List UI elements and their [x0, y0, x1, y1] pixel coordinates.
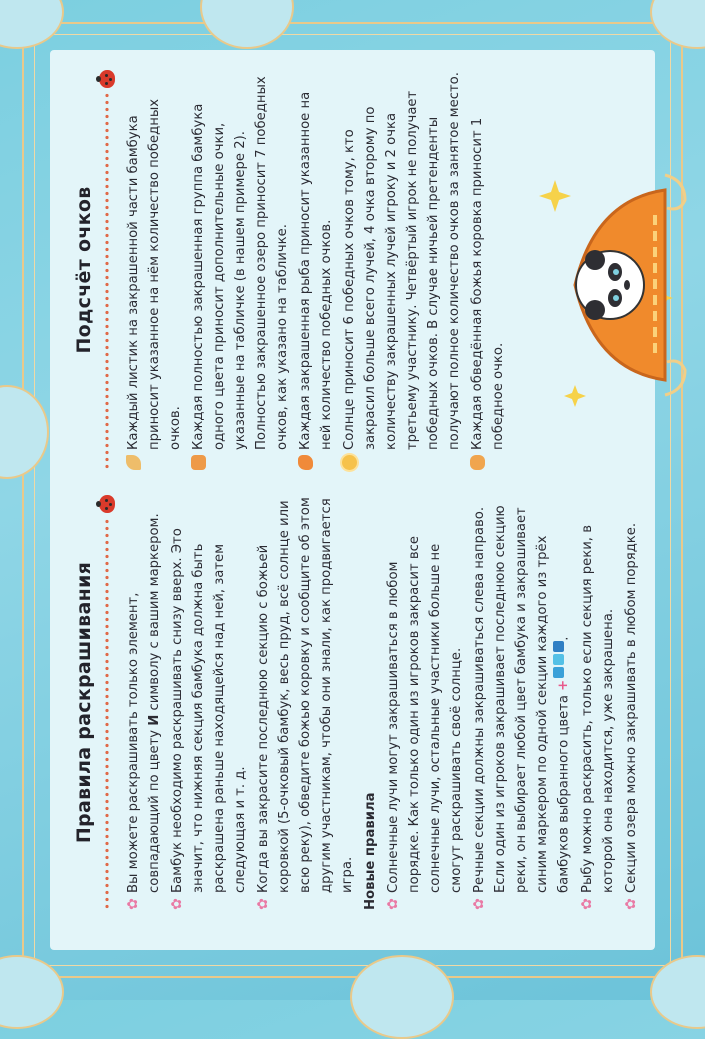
list-item: Каждая полностью закрашенная группа бамбука одного цвета приносит дополнительные очки, указанные на табличке (в нашем примере 2). Полностью закрашенное озеро приносит 7 победных очков, как указано на табличке. — [188, 70, 293, 470]
list-item: Каждый листик на закрашенной части бамбука приносит указанное на нём количество победных очков. — [123, 70, 186, 470]
cloud-decoration-bottom-center — [350, 955, 454, 1039]
color-swatch-dark-blue — [553, 641, 564, 652]
dotted-divider — [97, 495, 117, 910]
bamboo-group-icon — [191, 455, 206, 470]
sun-icon — [342, 455, 357, 470]
scoring-section — [68, 70, 528, 470]
color-swatches — [553, 641, 574, 691]
new-rules-heading: Новые правила — [363, 792, 378, 910]
list-item: ✿ Бамбук необходимо раскрашивать снизу вверх. Это значит, что нижняя секция бамбука должна быть раскрашена раньше находящейся над ней, затем следующая и т. д. — [169, 528, 248, 910]
dotted-divider — [97, 70, 117, 470]
list-item: ✿ Секции озера можно закрашивать в любом порядке. — [622, 522, 639, 910]
list-item: Каждая обведённая божья коровка приносит 1 победное очко. — [467, 70, 509, 470]
list-item: ✿ Рыбу можно раскрасить, только если секция реки, в которой она находится, уже закрашена. — [578, 525, 616, 910]
ladybug-icon — [99, 495, 115, 513]
flower-bullet-icon: ✿ — [169, 898, 185, 910]
coloring-rules-title: Правила раскрашивания — [73, 561, 95, 844]
ladybug-box-icon — [470, 455, 485, 470]
flower-bullet-icon: ✿ — [125, 898, 141, 910]
fish-icon — [298, 455, 313, 470]
plus-icon: + — [556, 679, 571, 691]
cloud-swirl-icon — [665, 175, 685, 395]
list-item: ✿ Солнечные лучи могут закрашиваться в любом порядке. Как только один из игроков закрасит все солнечные лучи, остальные участники больше не смогут раскрашивать своё солнце. — [385, 536, 464, 910]
scoring-title: Подсчёт очков — [73, 186, 95, 354]
flower-bullet-icon: ✿ — [255, 898, 271, 910]
coloring-rules-section — [68, 495, 639, 910]
panda-icon — [576, 250, 644, 320]
dotted-line — [105, 517, 109, 910]
dotted-line — [105, 92, 109, 470]
flower-bullet-icon: ✿ — [471, 898, 487, 910]
flower-bullet-icon: ✿ — [622, 898, 639, 910]
list-item: Каждая закрашенная рыба приносит указанное на ней количество победных очков. — [295, 70, 337, 470]
leaf-icon — [126, 455, 141, 470]
color-swatch-light-blue — [553, 654, 564, 665]
ladybug-icon — [99, 70, 115, 88]
flower-bullet-icon: ✿ — [385, 898, 401, 910]
list-item: ✿ Вы можете раскрашивать только элемент, совпадающий по цвету И символу с вашим маркером. — [125, 513, 162, 910]
flower-bullet-icon: ✿ — [578, 898, 595, 910]
list-item: ✿ Когда вы закрасите последнюю секцию с божьей коровкой (5-очковый бамбук, весь пруд, всё солнце или всю реку), обведите божью коровку и сообщите об этом другим участникам, чтобы они знали, как продвигается игра. — [255, 497, 355, 910]
color-swatch-blue — [553, 667, 564, 678]
list-item: Солнце приносит 6 победных очков тому, кто закрасил больше всего лучей, 4 очка второму по количеству закрашенных лучей игроку и 2 очка третьему участнику. Четвёртый игрок не получает победных очков. В случае ничьей претенденты получают полное количество очков за занятое место. — [339, 70, 465, 470]
list-item: ✿ Речные секции должны закрашиваться слева направо. Если один из игроков закрашивает последнюю секцию реки, он выбирает любой цвет бамбука и закрашивает синим маркером по одной секции каждого из трёх бамбуков выбранного цвета + . — [469, 495, 575, 910]
panda-mascot-illustration — [515, 160, 700, 410]
